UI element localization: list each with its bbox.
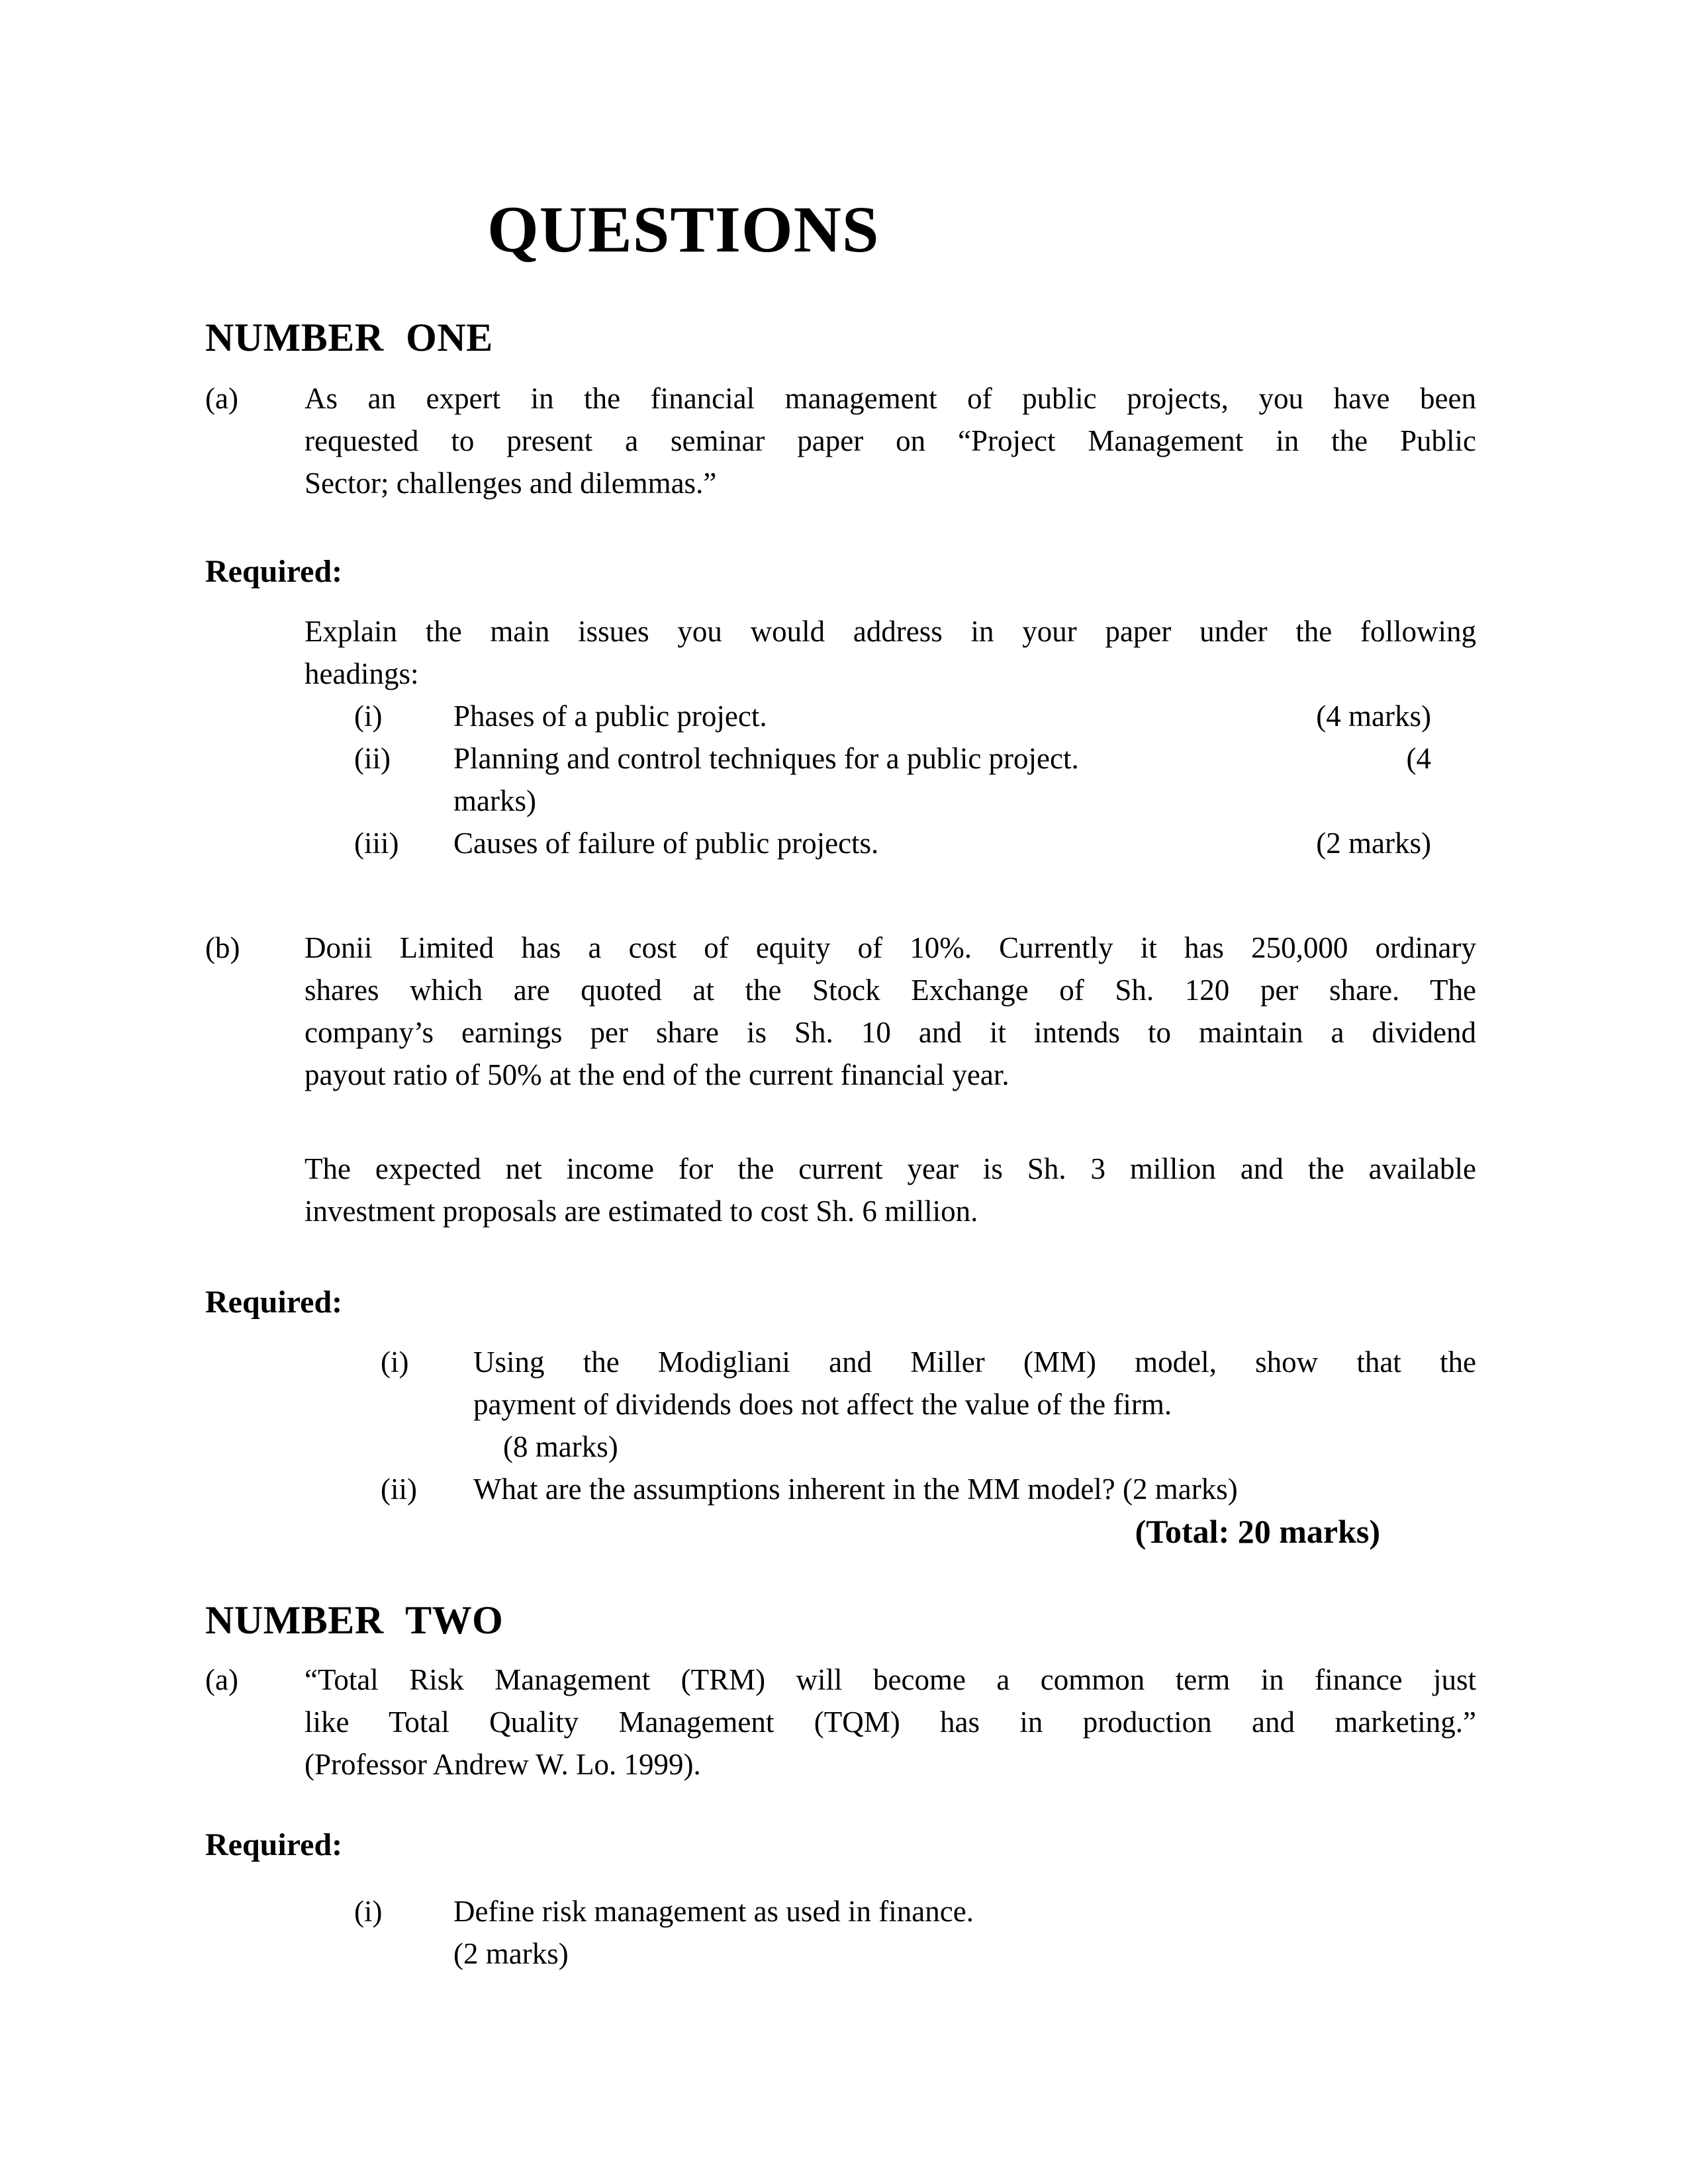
- text-line: headings:: [305, 657, 419, 690]
- question-1b-label: (b): [205, 931, 240, 964]
- text-line: company’s earnings per share is Sh. 10 and it intends to maintain a dividend: [305, 1016, 1476, 1049]
- text-line: Using the Modigliani and Miller (MM) model, show that the: [473, 1345, 1476, 1379]
- question-1a-label: (a): [205, 382, 238, 415]
- marks-badge-continuation: marks): [453, 784, 536, 817]
- question-1b-paragraph-2: [305, 1148, 1476, 1232]
- question-1b-text: [305, 927, 1476, 1096]
- total-marks: (Total: 20 marks): [1135, 1513, 1380, 1550]
- text-line: payout ratio of 50% at the end of the current financial year.: [305, 1058, 1009, 1091]
- text-line: (Professor Andrew W. Lo. 1999).: [305, 1748, 701, 1781]
- text-line: payment of dividends does not affect the value of the firm.: [473, 1388, 1172, 1421]
- list-item-continuation: [205, 780, 1476, 822]
- question-2a-label: (a): [205, 1663, 238, 1696]
- marks-badge: (8 marks): [503, 1430, 618, 1463]
- text-line: “Total Risk Management (TRM) will become a common term in finance just: [305, 1663, 1476, 1696]
- text-line: like Total Quality Management (TQM) has in production and marketing.”: [305, 1706, 1476, 1739]
- list-item: [205, 1890, 1476, 1975]
- required-heading-3: Required:: [205, 1827, 343, 1862]
- required-heading-1: Required:: [205, 554, 343, 589]
- list-item-label: (ii): [354, 742, 391, 775]
- text-line: Sector; challenges and dilemmas.”: [305, 467, 717, 500]
- question-1b-subparts: [205, 1341, 1476, 1510]
- question-1a-subparts: [205, 695, 1476, 864]
- marks-badge: (2 marks): [1123, 1473, 1238, 1506]
- text-line: requested to present a seminar paper on “Project Management in the Public: [305, 424, 1476, 457]
- text-line: shares which are quoted at the Stock Exchange of Sh. 120 per share. The: [305, 974, 1476, 1007]
- marks-badge: (2 marks): [1316, 827, 1431, 860]
- question-1b: [205, 927, 1476, 1096]
- marks-badge: (2 marks): [453, 1937, 569, 1970]
- list-item: [205, 1468, 1476, 1510]
- list-item-text: [453, 1890, 1476, 1975]
- list-item-label: (ii): [381, 1473, 417, 1506]
- text-line: Define risk management as used in finance.: [453, 1895, 974, 1928]
- question-2a: [205, 1659, 1476, 1786]
- text-line: investment proposals are estimated to cost Sh. 6 million.: [305, 1195, 978, 1228]
- question-1a-text: [305, 377, 1476, 504]
- list-item: [205, 695, 1476, 737]
- question-2a-text: [305, 1659, 1476, 1786]
- text-line: As an expert in the financial management of public projects, you have been: [305, 382, 1476, 415]
- marks-badge: (4 marks): [1316, 700, 1431, 733]
- number-one-heading: NUMBER ONE: [205, 316, 493, 359]
- page-title: QUESTIONS: [487, 193, 880, 266]
- question-1a: [205, 377, 1476, 504]
- text-line: The expected net income for the current year is Sh. 3 million and the available: [305, 1152, 1476, 1185]
- list-item-label: (i): [354, 700, 383, 733]
- list-item-label: (i): [381, 1345, 409, 1379]
- list-item-text: [473, 1341, 1476, 1468]
- list-item: [205, 822, 1476, 864]
- list-item-text: Causes of failure of public projects.: [453, 827, 879, 860]
- list-item-label: (i): [354, 1895, 383, 1928]
- list-item: [205, 1341, 1476, 1468]
- list-item-question: What are the assumptions inherent in the MM model?: [473, 1473, 1115, 1506]
- list-item-label: (iii): [354, 827, 399, 860]
- list-item: [205, 737, 1476, 780]
- number-two-heading: NUMBER TWO: [205, 1598, 504, 1642]
- marks-badge: (4: [1406, 742, 1431, 775]
- list-item-text: Phases of a public project.: [453, 700, 767, 733]
- text-line: Explain the main issues you would address in your paper under the following: [305, 615, 1476, 648]
- question-1a-required-intro: [305, 610, 1476, 695]
- question-2a-subparts: [205, 1890, 1476, 1975]
- list-item-text: Planning and control techniques for a public project.: [453, 742, 1079, 775]
- list-item-text: [473, 1468, 1476, 1510]
- text-line: Donii Limited has a cost of equity of 10%. Currently it has 250,000 ordinary: [305, 931, 1476, 964]
- required-heading-2: Required:: [205, 1285, 343, 1320]
